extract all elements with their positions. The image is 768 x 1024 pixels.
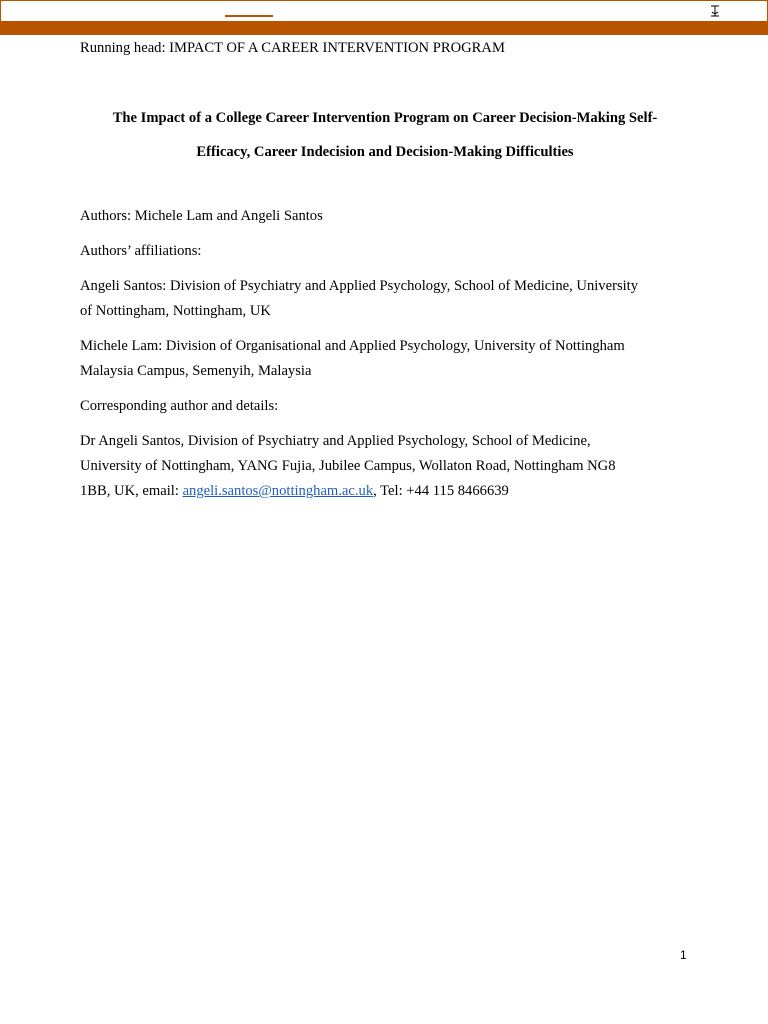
affiliation-santos-line-1: Angeli Santos: Division of Psychiatry and Applied Psychology, School of Medicine, University	[80, 278, 639, 294]
corresponding-line-3-prefix: 1BB, UK, email:	[80, 483, 183, 499]
running-head: Running head: IMPACT OF A CAREER INTERVENTION PROGRAM	[80, 40, 505, 56]
page-number: 1	[680, 948, 687, 962]
corresponding-label: Corresponding author and details:	[80, 398, 279, 414]
document-mark-icon	[707, 3, 723, 19]
title-line-1: The Impact of a College Career Intervention Program on Career Decision-Making Self-	[112, 110, 658, 126]
email-link[interactable]: angeli.santos@nottingham.ac.uk	[182, 483, 374, 499]
affiliation-lam-line-2: Malaysia Campus, Semenyih, Malaysia	[80, 363, 312, 379]
corresponding-details	[80, 429, 690, 504]
corresponding-line-2: University of Nottingham, YANG Fujia, Jubilee Campus, Wollaton Road, Nottingham NG8	[80, 458, 616, 474]
title-line-2: Efficacy, Career Indecision and Decision-Making Difficulties	[196, 144, 574, 160]
affiliation-santos	[80, 274, 690, 324]
authors-line: Authors: Michele Lam and Angeli Santos	[80, 208, 323, 224]
paper-title	[70, 101, 700, 169]
corresponding-line-3	[80, 479, 690, 504]
corresponding-line-1: Dr Angeli Santos, Division of Psychiatry and Applied Psychology, School of Medicine,	[80, 433, 591, 449]
document-header-strip	[0, 0, 768, 22]
affiliations-label: Authors’ affiliations:	[80, 243, 202, 259]
header-accent-bar	[0, 22, 768, 35]
header-underline-mark	[225, 15, 273, 17]
affiliation-lam	[80, 334, 690, 384]
affiliation-santos-line-2: of Nottingham, Nottingham, UK	[80, 303, 271, 319]
affiliation-lam-line-1: Michele Lam: Division of Organisational and Applied Psychology, University of Nottingham	[80, 338, 625, 354]
corresponding-line-3-suffix: , Tel: +44 115 8466639	[373, 483, 509, 499]
